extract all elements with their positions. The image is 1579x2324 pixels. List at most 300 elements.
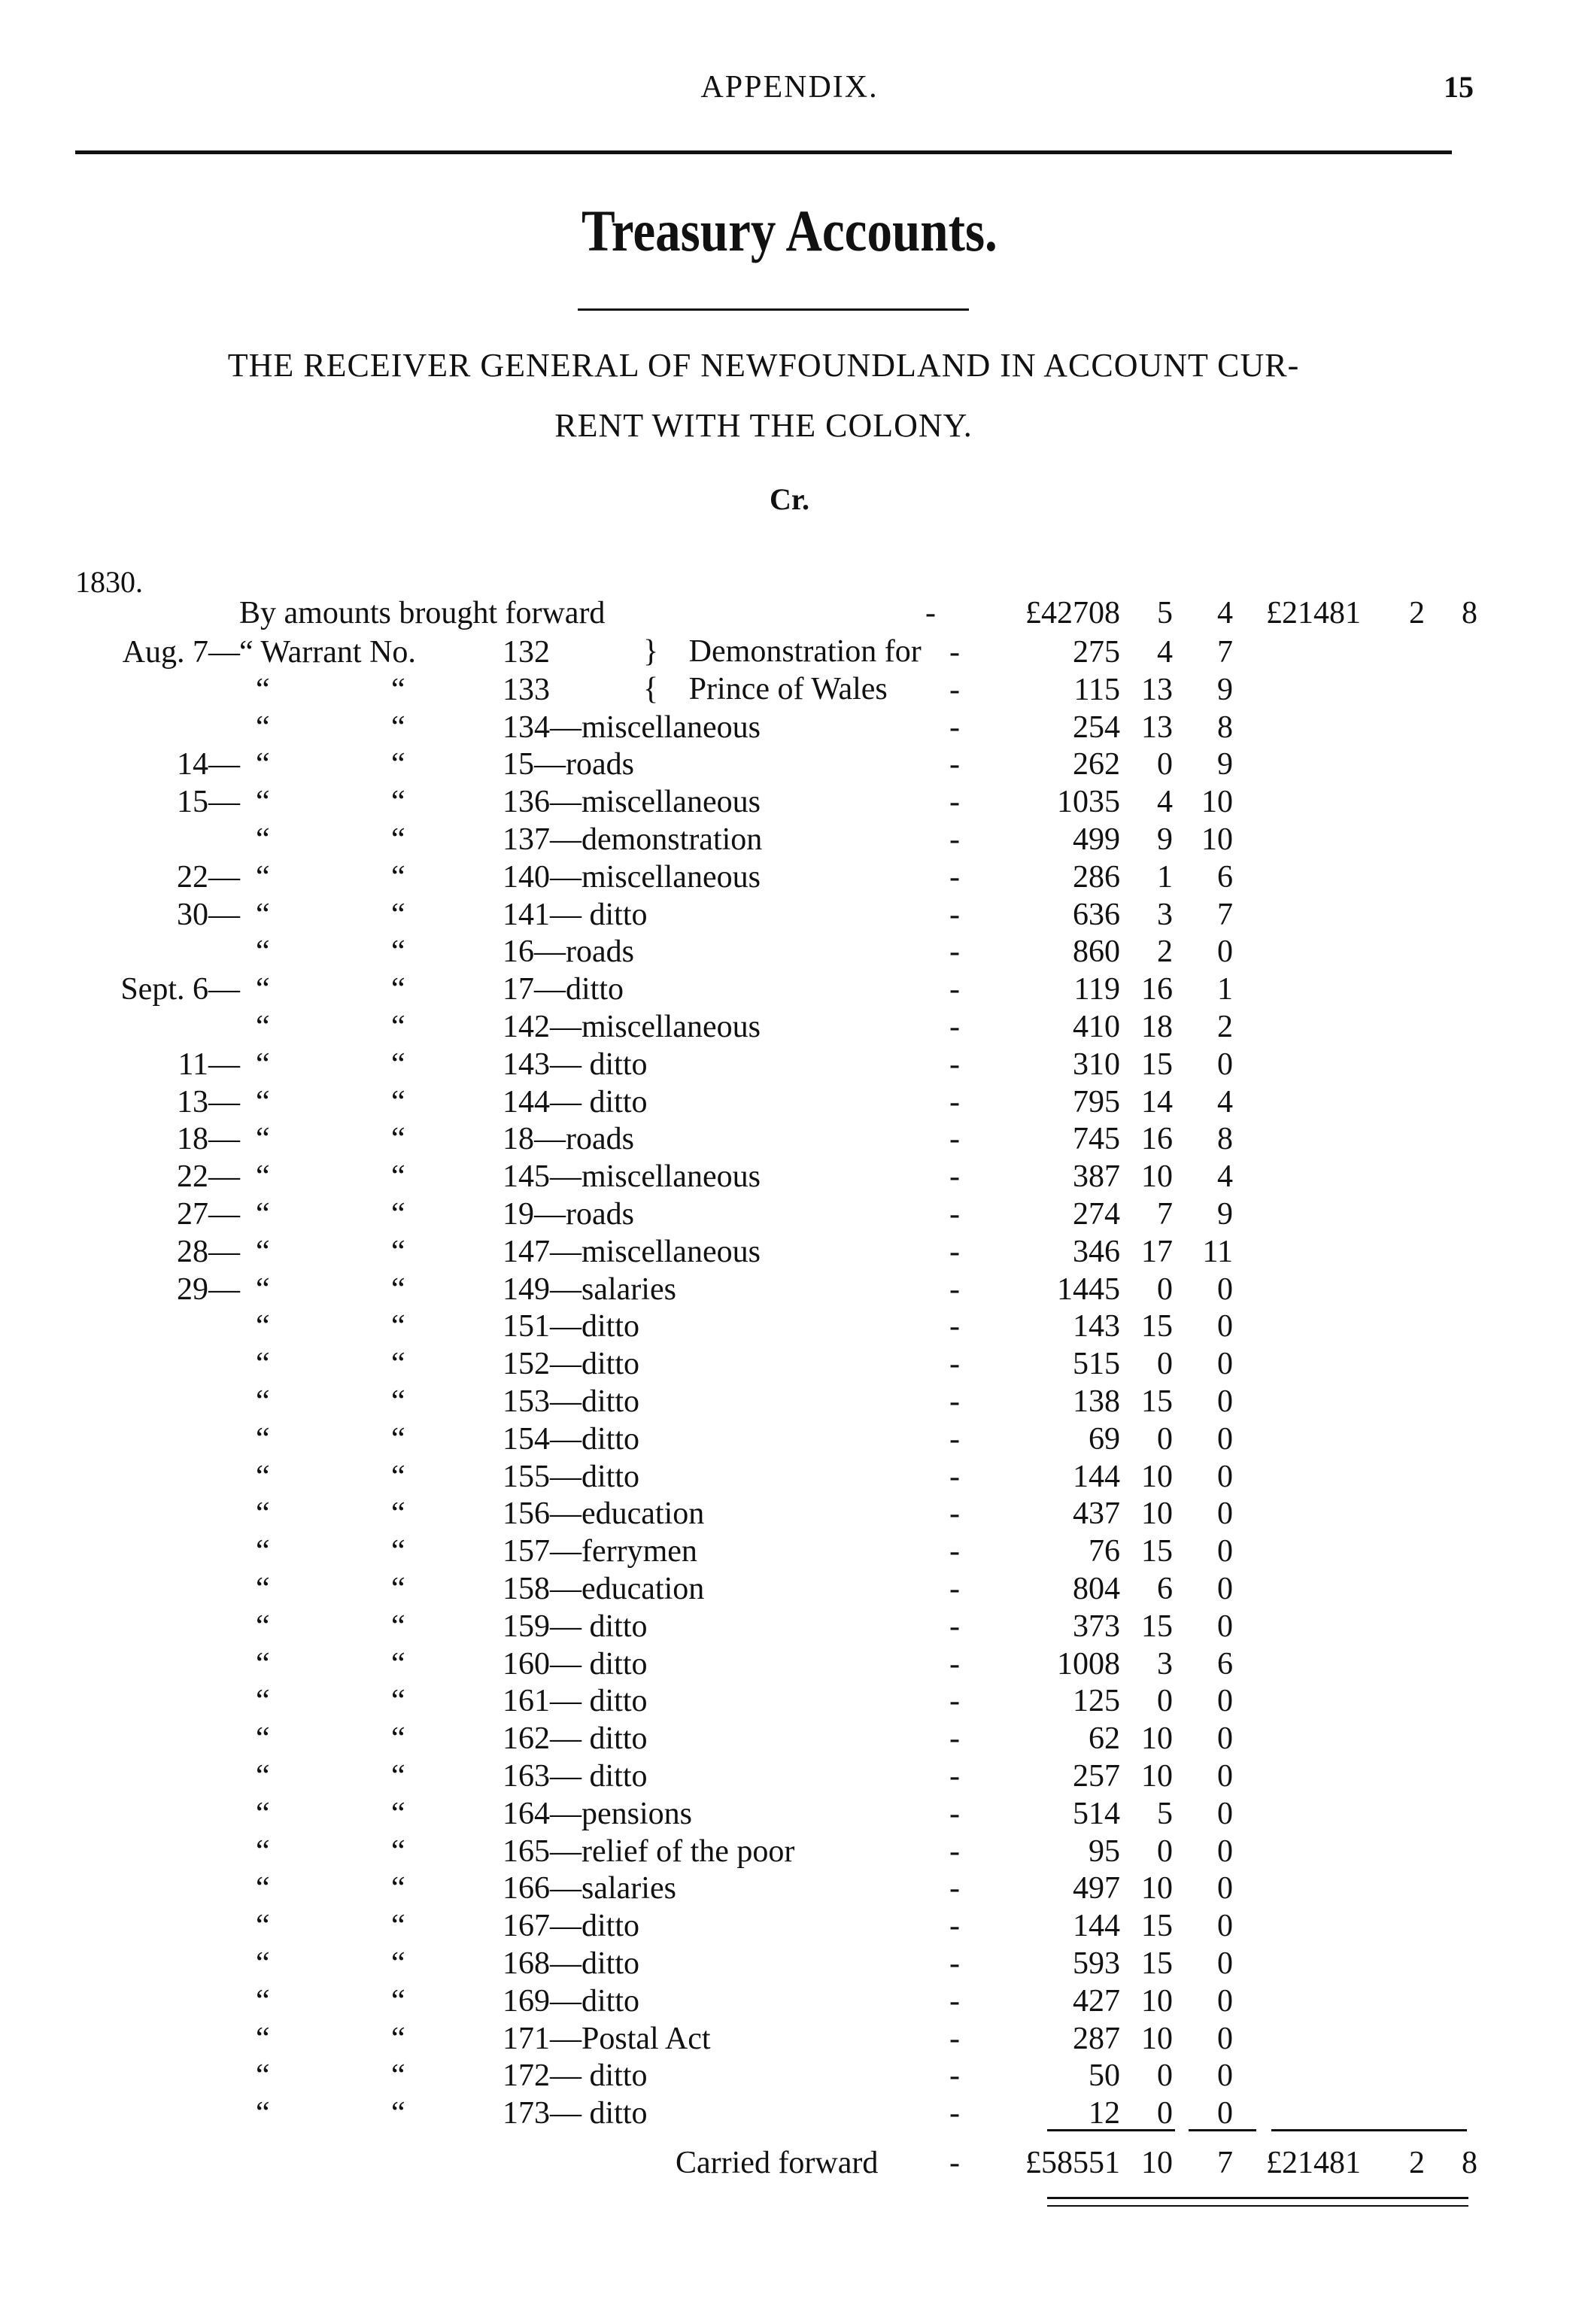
row-desc: 154—ditto	[503, 1422, 640, 1457]
row-q1: “	[256, 898, 270, 932]
row-desc: 16—roads	[503, 934, 634, 969]
brace-icon-bottom: {	[643, 672, 659, 706]
row-q1: “	[256, 1759, 270, 1794]
table-row	[0, 1645, 1579, 1683]
row-q2: “	[391, 1309, 405, 1344]
row-desc: 164—pensions	[503, 1797, 692, 1831]
row-pence: 0	[1217, 2022, 1233, 2056]
row-shillings: 15	[1141, 1309, 1173, 1344]
row-pounds: 1445	[1057, 1272, 1120, 1307]
row-date: 27—	[177, 1197, 240, 1232]
row-q1: “	[256, 1909, 270, 1943]
row-desc: 173— ditto	[503, 2096, 648, 2131]
row-dash: -	[949, 898, 960, 932]
row-pounds: 12	[1089, 2096, 1120, 2131]
row-shillings: 5	[1157, 1797, 1173, 1831]
row-pence: 8	[1217, 710, 1233, 745]
row-shillings: 13	[1141, 710, 1173, 745]
header-rule	[75, 150, 1452, 154]
row-pounds: 514	[1073, 1797, 1120, 1831]
sum-rule-second-column	[1271, 2129, 1467, 2131]
row-q1: “	[256, 1047, 270, 1082]
row-shillings: 13	[1141, 673, 1173, 707]
row-dash: -	[949, 2058, 960, 2093]
table-row	[0, 783, 1579, 821]
row-dash: -	[949, 1347, 960, 1381]
table-row	[0, 1233, 1579, 1271]
row-dash: -	[949, 1684, 960, 1718]
row-q2: “	[391, 1272, 405, 1307]
row-shillings: 10	[1141, 2022, 1173, 2056]
row-q2: “	[391, 1122, 405, 1156]
row-q1: “	[256, 1122, 270, 1156]
row-date: 18—	[177, 1122, 240, 1156]
row-q2: “	[391, 710, 405, 745]
row-q2: “	[391, 1909, 405, 1943]
row-pounds: 69	[1089, 1422, 1120, 1457]
row-desc: 17—ditto	[503, 972, 624, 1007]
row-q1: “	[256, 1684, 270, 1718]
row-pence: 0	[1217, 1384, 1233, 1419]
row-dash: -	[949, 1047, 960, 1082]
row-q1: “	[256, 860, 270, 895]
row-desc: 18—roads	[503, 1122, 634, 1156]
brace-note-line-1: } Demonstration for	[643, 634, 922, 669]
row-pence: 1	[1217, 972, 1233, 1007]
row-date: 30—	[177, 898, 240, 932]
row-pounds: 593	[1073, 1946, 1120, 1981]
row-pence: 0	[1217, 1347, 1233, 1381]
row-pounds: 119	[1073, 972, 1120, 1007]
table-row	[0, 1383, 1579, 1420]
row-shillings: 4	[1157, 635, 1173, 670]
row-pounds: 310	[1073, 1047, 1120, 1082]
table-row	[0, 1120, 1579, 1158]
table-row	[0, 709, 1579, 746]
table-row	[0, 1308, 1579, 1345]
row-dash: -	[949, 1721, 960, 1756]
row-q2: “	[391, 1834, 405, 1869]
double-rule-bottom	[1047, 2205, 1468, 2207]
row-shillings: 0	[1157, 1422, 1173, 1457]
row-pounds: 76	[1089, 1534, 1120, 1569]
row-shillings: 1	[1157, 860, 1173, 895]
table-row	[0, 1982, 1579, 2020]
row-q2: “	[391, 934, 405, 969]
row-q1: “	[256, 1871, 270, 1906]
row-dash: -	[949, 1984, 960, 2019]
row-dash: -	[949, 934, 960, 969]
row-pence: 8	[1217, 1122, 1233, 1156]
row-dash: -	[949, 1272, 960, 1307]
row-desc: 172— ditto	[503, 2058, 648, 2093]
table-row	[0, 1345, 1579, 1383]
row-pounds: 287	[1073, 2022, 1120, 2056]
row-desc: 15—roads	[503, 747, 634, 782]
brought-forward-shillings-2: 2	[1409, 596, 1425, 630]
row-shillings: 10	[1141, 1721, 1173, 1756]
row-q1: “	[256, 1797, 270, 1831]
row-dash: -	[949, 822, 960, 857]
row-desc: 147—miscellaneous	[503, 1235, 761, 1269]
row-shillings: 0	[1157, 1684, 1173, 1718]
row-pence: 4	[1217, 1085, 1233, 1119]
row-dash: -	[949, 972, 960, 1007]
row-shillings: 18	[1141, 1010, 1173, 1044]
row-pence: 0	[1217, 1871, 1233, 1906]
row-q1: “	[256, 1496, 270, 1531]
row-q1: “	[256, 1460, 270, 1494]
row-q2: “	[391, 1721, 405, 1756]
row-q2: “	[391, 1197, 405, 1232]
row-q1: “	[256, 2022, 270, 2056]
row-pounds: 804	[1073, 1572, 1120, 1606]
row-dash: -	[949, 1197, 960, 1232]
title-rule	[578, 308, 969, 311]
row-pounds: 1035	[1057, 785, 1120, 819]
row-desc: 142—miscellaneous	[503, 1010, 761, 1044]
row-q2: “	[391, 673, 405, 707]
row-q1: “	[256, 1347, 270, 1381]
row-pence: 0	[1217, 1534, 1233, 1569]
row-pence: 0	[1217, 1460, 1233, 1494]
row-q2: “	[391, 860, 405, 895]
row-pounds: 636	[1073, 898, 1120, 932]
row-q2: “	[391, 1946, 405, 1981]
row-pence: 0	[1217, 1496, 1233, 1531]
row-pence: 0	[1217, 934, 1233, 969]
row-dash: -	[949, 710, 960, 745]
row-pounds: 410	[1073, 1010, 1120, 1044]
carried-forward-pence-2: 8	[1462, 2146, 1477, 2180]
table-row	[0, 1046, 1579, 1083]
row-pounds: 437	[1073, 1496, 1120, 1531]
row-pounds: 497	[1073, 1871, 1120, 1906]
row-pence: 9	[1217, 673, 1233, 707]
row-q2: “	[391, 1534, 405, 1569]
table-row	[0, 1458, 1579, 1496]
row-dash: -	[949, 2096, 960, 2131]
table-row	[0, 1945, 1579, 1982]
row-desc: 141— ditto	[503, 898, 648, 932]
row-shillings: 4	[1157, 785, 1173, 819]
row-pounds: 515	[1073, 1347, 1120, 1381]
table-row	[0, 1907, 1579, 1945]
row-q1: “	[256, 934, 270, 969]
row-pounds: 427	[1073, 1984, 1120, 2019]
row-shillings: 0	[1157, 1834, 1173, 1869]
row-desc: 168—ditto	[503, 1946, 640, 1981]
row-shillings: 15	[1141, 1609, 1173, 1644]
row-pence: 0	[1217, 1684, 1233, 1718]
table-row	[0, 1533, 1579, 1570]
row-shillings: 0	[1157, 1347, 1173, 1381]
row-pence: 2	[1217, 1010, 1233, 1044]
row-pence: 0	[1217, 1572, 1233, 1606]
row-pounds: 115	[1073, 673, 1120, 707]
row-q1: “	[256, 1572, 270, 1606]
carried-forward-pounds-2: £21481	[1266, 2146, 1361, 2180]
row-pounds: 143	[1073, 1309, 1120, 1344]
brought-forward-dash: -	[925, 596, 936, 630]
table-row	[0, 1757, 1579, 1795]
brace-icon-top: }	[643, 634, 659, 669]
row-desc: 137—demonstration	[503, 822, 763, 857]
row-shillings: 10	[1141, 1460, 1173, 1494]
row-q2: “	[391, 972, 405, 1007]
row-q2: “	[391, 1047, 405, 1082]
row-q1: “	[256, 1721, 270, 1756]
row-q2: “	[391, 1984, 405, 2019]
row-pence: 0	[1217, 2096, 1233, 2131]
row-pence: 10	[1201, 822, 1233, 857]
row-pounds: 745	[1073, 1122, 1120, 1156]
row-q1: “	[256, 1085, 270, 1119]
row-pence: 0	[1217, 1272, 1233, 1307]
row-dash: -	[949, 1834, 960, 1869]
row-q2: “	[391, 1647, 405, 1681]
row-dash: -	[949, 1422, 960, 1457]
double-rule-top	[1047, 2197, 1468, 2199]
row-desc: 155—ditto	[503, 1460, 640, 1494]
row-dash: -	[949, 1496, 960, 1531]
row-pence: 0	[1217, 1909, 1233, 1943]
brought-forward-pounds: £42708	[1025, 596, 1120, 630]
row-q1: “	[256, 2058, 270, 2093]
row-q2: “	[391, 747, 405, 782]
brought-forward-pence-2: 8	[1462, 596, 1477, 630]
row-q2: “	[391, 1159, 405, 1194]
row-q2: “	[391, 1496, 405, 1531]
row-desc: 153—ditto	[503, 1384, 640, 1419]
row-desc: 149—salaries	[503, 1272, 676, 1307]
row-dash: -	[949, 635, 960, 670]
row-desc: 136—miscellaneous	[503, 785, 761, 819]
row-shillings: 17	[1141, 1235, 1173, 1269]
row-q2: “	[391, 1684, 405, 1718]
row-shillings: 16	[1141, 972, 1173, 1007]
row-pounds: 346	[1073, 1235, 1120, 1269]
row-desc: 163— ditto	[503, 1759, 648, 1794]
row-pounds: 286	[1073, 860, 1120, 895]
row-dash: -	[949, 1609, 960, 1644]
row-shillings: 0	[1157, 747, 1173, 782]
row-q1: “	[256, 1384, 270, 1419]
table-row	[0, 1420, 1579, 1458]
row-q1: “	[256, 1946, 270, 1981]
row-pounds: 257	[1073, 1759, 1120, 1794]
row-shillings: 0	[1157, 2096, 1173, 2131]
row-pence: 6	[1217, 860, 1233, 895]
row-pence: 0	[1217, 1984, 1233, 2019]
row-q1: “	[256, 1197, 270, 1232]
row-desc: 167—ditto	[503, 1909, 640, 1943]
row-pounds: 262	[1073, 747, 1120, 782]
row-dash: -	[949, 1235, 960, 1269]
row-date: 13—	[177, 1085, 240, 1119]
row-shillings: 9	[1157, 822, 1173, 857]
row-pounds: 125	[1073, 1684, 1120, 1718]
row-dash: -	[949, 1534, 960, 1569]
row-desc: 152—ditto	[503, 1347, 640, 1381]
row-dash: -	[949, 1946, 960, 1981]
row-q1: “	[256, 1834, 270, 1869]
row-shillings: 10	[1141, 1759, 1173, 1794]
carried-forward-shillings-2: 2	[1409, 2146, 1425, 2180]
row-q2: “	[391, 1572, 405, 1606]
row-pence: 9	[1217, 747, 1233, 782]
row-desc: 165—relief of the poor	[503, 1834, 795, 1869]
row-q1: “	[256, 747, 270, 782]
table-row	[0, 1682, 1579, 1720]
row-shillings: 10	[1141, 1159, 1173, 1194]
row-q2: “	[391, 1460, 405, 1494]
row-pence: 0	[1217, 2058, 1233, 2093]
brought-forward-label: By amounts brought forward	[239, 596, 606, 630]
row-pounds: 62	[1089, 1721, 1120, 1756]
row-q1: “	[256, 1984, 270, 2019]
row-pence: 4	[1217, 1159, 1233, 1194]
carried-forward-dash: -	[949, 2146, 960, 2180]
row-pence: 0	[1217, 1797, 1233, 1831]
row-shillings: 10	[1141, 1984, 1173, 2019]
table-row	[0, 1795, 1579, 1833]
row-q1: “	[256, 1159, 270, 1194]
table-row	[0, 2057, 1579, 2095]
table-row	[0, 746, 1579, 783]
row-shillings: 3	[1157, 898, 1173, 932]
row-shillings: 16	[1141, 1122, 1173, 1156]
row-pence: 0	[1217, 1609, 1233, 1644]
table-row	[0, 1608, 1579, 1645]
table-row	[0, 821, 1579, 858]
row-pence: 0	[1217, 1422, 1233, 1457]
running-head: APPENDIX.	[700, 70, 879, 105]
row-dash: -	[949, 1572, 960, 1606]
row-date: Sept. 6—	[120, 972, 240, 1007]
row-dash: -	[949, 1647, 960, 1681]
row-desc: 145—miscellaneous	[503, 1159, 761, 1194]
row-pounds: 275	[1073, 635, 1120, 670]
row-pounds: 860	[1073, 934, 1120, 969]
row-q1: “	[256, 1309, 270, 1344]
row-dash: -	[949, 1122, 960, 1156]
row-shillings: 3	[1157, 1647, 1173, 1681]
row-shillings: 7	[1157, 1197, 1173, 1232]
table-row	[0, 1570, 1579, 1608]
row-desc: 151—ditto	[503, 1309, 640, 1344]
row-dash: -	[949, 785, 960, 819]
row-q1: “	[256, 972, 270, 1007]
carried-forward-shillings: 10	[1141, 2146, 1173, 2180]
row-desc: 133	[503, 673, 550, 707]
row-pence: 0	[1217, 1721, 1233, 1756]
row-q1: “	[256, 2096, 270, 2131]
row-pounds: 138	[1073, 1384, 1120, 1419]
row-q2: “	[391, 1085, 405, 1119]
row-shillings: 15	[1141, 1946, 1173, 1981]
row-q1: “	[256, 1272, 270, 1307]
row-shillings: 6	[1157, 1572, 1173, 1606]
row-q1: “	[256, 1534, 270, 1569]
row-q1: “	[256, 710, 270, 745]
row-q2: “	[391, 1235, 405, 1269]
row-desc: 143— ditto	[503, 1047, 648, 1082]
row-pounds: 387	[1073, 1159, 1120, 1194]
row-desc: 19—roads	[503, 1197, 634, 1232]
row-date: 15—	[177, 785, 240, 819]
row-dash: -	[949, 1085, 960, 1119]
carried-forward-pounds: £58551	[1025, 2146, 1120, 2180]
row-pounds: 144	[1073, 1909, 1120, 1943]
row-shillings: 10	[1141, 1871, 1173, 1906]
brought-forward-row	[0, 594, 1579, 632]
row-desc: 162— ditto	[503, 1721, 648, 1756]
table-row	[0, 1158, 1579, 1195]
table-row	[0, 1495, 1579, 1533]
row-q2: “	[391, 898, 405, 932]
table-row	[0, 1195, 1579, 1233]
row-date: 11—	[178, 1047, 240, 1082]
page-number: 15	[1444, 70, 1474, 104]
row-desc: 156—education	[503, 1496, 705, 1531]
row-q2: “	[391, 1797, 405, 1831]
row-date: Aug. 7—	[122, 635, 240, 670]
row-dash: -	[949, 1909, 960, 1943]
row-q2: “	[391, 2096, 405, 2131]
row-date: 28—	[177, 1235, 240, 1269]
row-dash: -	[949, 2022, 960, 2056]
row-pence: 6	[1217, 1647, 1233, 1681]
row-pence: 0	[1217, 1047, 1233, 1082]
row-q2: “	[391, 1609, 405, 1644]
row-shillings: 15	[1141, 1047, 1173, 1082]
row-q1: “	[256, 785, 270, 819]
row-q1: “	[256, 1010, 270, 1044]
brought-forward-shillings: 5	[1157, 596, 1173, 630]
table-row	[0, 896, 1579, 934]
row-dash: -	[949, 1384, 960, 1419]
row-pounds: 95	[1089, 1834, 1120, 1869]
row-desc: 132	[503, 635, 550, 670]
row-pounds: 144	[1073, 1460, 1120, 1494]
row-desc: 157—ferrymen	[503, 1534, 697, 1569]
row-q1: “	[256, 673, 270, 707]
row-shillings: 2	[1157, 934, 1173, 969]
table-row	[0, 1833, 1579, 1870]
row-shillings: 0	[1157, 2058, 1173, 2093]
row-desc: 158—education	[503, 1572, 705, 1606]
row-desc: 159— ditto	[503, 1609, 648, 1644]
row-pence: 11	[1202, 1235, 1233, 1269]
row-q1: “	[256, 1235, 270, 1269]
sum-rule-pounds	[1047, 2129, 1175, 2131]
table-row	[0, 1083, 1579, 1121]
row-dash: -	[949, 1460, 960, 1494]
row-q2: “	[391, 822, 405, 857]
row-q1: “ Warrant No.	[239, 635, 416, 670]
sum-rule-shillings	[1189, 2129, 1256, 2131]
row-q1: “	[256, 1422, 270, 1457]
subtitle-line-1: THE RECEIVER GENERAL OF NEWFOUNDLAND IN ACCOUNT CUR-	[227, 347, 1300, 384]
row-date: 22—	[177, 1159, 240, 1194]
row-desc: 166—salaries	[503, 1871, 676, 1906]
brought-forward-pounds-2: £21481	[1266, 596, 1361, 630]
row-shillings: 14	[1141, 1085, 1173, 1119]
row-q2: “	[391, 2058, 405, 2093]
row-date: 14—	[177, 747, 240, 782]
row-q2: “	[391, 1759, 405, 1794]
